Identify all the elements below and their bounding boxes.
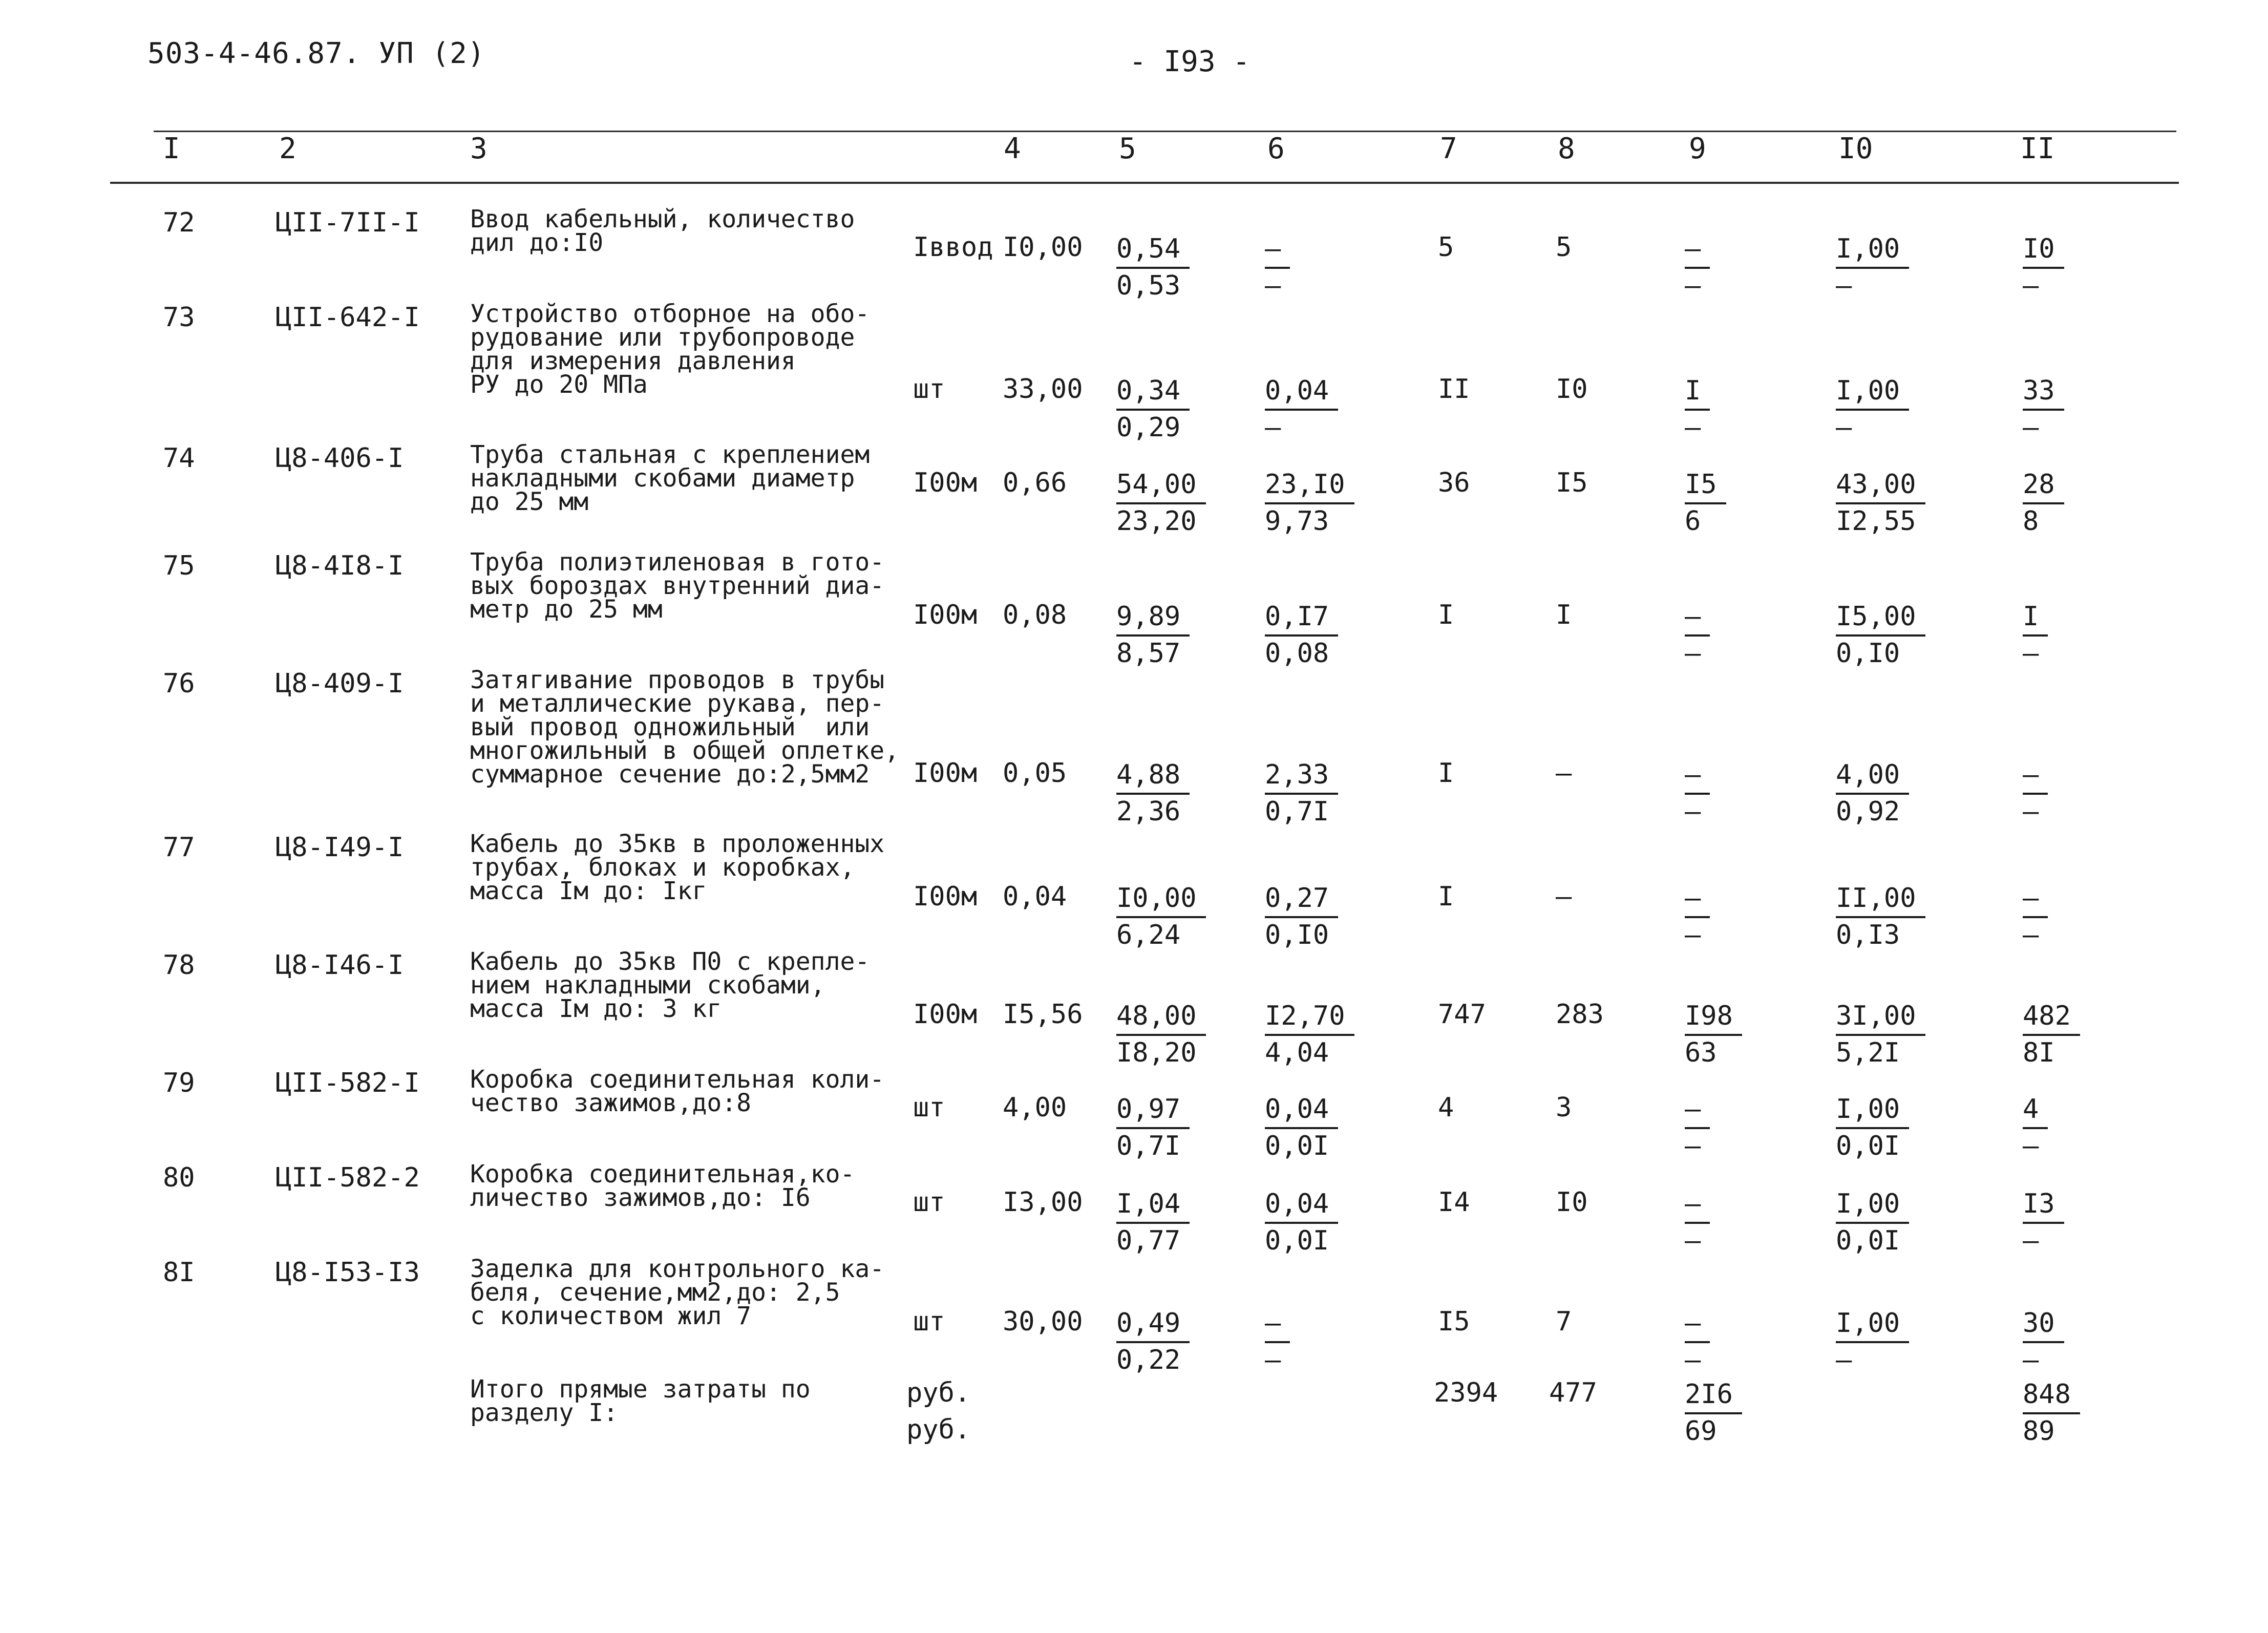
- col11-value-denominator: –: [2023, 796, 2039, 827]
- unit: I00м: [913, 758, 978, 789]
- col10-value-numerator: I,00: [1836, 1092, 1909, 1129]
- unit: Iввод: [913, 232, 993, 263]
- col6-value: [1265, 758, 1338, 829]
- price-code: Ц8-I53-I3: [275, 1257, 420, 1288]
- col6-value-numerator: 0,04: [1265, 1187, 1338, 1224]
- price-code: Ц8-I49-I: [275, 832, 404, 863]
- col9-value-numerator: –: [1685, 1092, 1710, 1129]
- column-header-7: 7: [1440, 132, 1457, 165]
- col9-value-numerator: I98: [1685, 999, 1742, 1036]
- column-header-11: II: [2020, 132, 2055, 165]
- col7-value: 747: [1438, 999, 1486, 1030]
- total-col11-numerator: 848: [2023, 1377, 2080, 1414]
- quantity: 33,00: [1003, 374, 1083, 405]
- col10-value-numerator: I,00: [1836, 232, 1909, 269]
- col5-value-numerator: 9,89: [1116, 600, 1190, 637]
- col10-value-numerator: I5,00: [1836, 600, 1925, 637]
- col11-value-numerator: 30: [2023, 1306, 2064, 1343]
- col5-value: [1116, 881, 1206, 952]
- col6-value-numerator: 0,04: [1265, 1092, 1338, 1129]
- col11-value: [2023, 374, 2064, 444]
- col6-value-numerator: 23,I0: [1265, 468, 1354, 504]
- work-description: Труба полиэтиленовая в гото- вых бороздах внутренний диа- метр до 25 мм: [470, 548, 885, 624]
- col9-value-numerator: –: [1685, 1306, 1710, 1343]
- col5-value-denominator: I8,20: [1116, 1037, 1197, 1068]
- work-description: Кабель до 35кв П0 с крепле- нием накладными скобами, масса Iм до: 3 кг: [470, 947, 870, 1023]
- col10-value: [1836, 600, 1925, 670]
- col5-value-numerator: 0,34: [1116, 374, 1190, 411]
- column-header-9: 9: [1689, 132, 1706, 165]
- col5-value: [1116, 999, 1206, 1070]
- column-header-3: 3: [470, 132, 487, 165]
- quantity: I0,00: [1003, 232, 1083, 263]
- col8-value: I0: [1556, 374, 1588, 405]
- col5-value-denominator: 0,53: [1116, 270, 1181, 301]
- unit: I00м: [913, 468, 978, 498]
- col6-value-numerator: 2,33: [1265, 758, 1338, 795]
- col5-value: [1116, 468, 1206, 538]
- total-col8: 477: [1549, 1377, 1597, 1408]
- col5-value-denominator: 0,29: [1116, 412, 1181, 443]
- price-code: ЦII-642-I: [275, 302, 420, 333]
- col6-value: [1265, 374, 1338, 444]
- col6-value: [1265, 232, 1290, 303]
- column-header-4: 4: [1004, 132, 1021, 165]
- col6-value-numerator: 0,04: [1265, 374, 1338, 411]
- row-number: 8I: [163, 1257, 195, 1288]
- unit: I00м: [913, 881, 978, 912]
- col7-value: I: [1438, 758, 1454, 789]
- col9-value: [1685, 1187, 1710, 1258]
- col6-value: [1265, 881, 1338, 952]
- row-number: 80: [163, 1162, 195, 1193]
- col5-value-denominator: 23,20: [1116, 506, 1197, 537]
- col7-value: I4: [1438, 1187, 1470, 1218]
- col7-value: II: [1438, 374, 1470, 405]
- total-label: Итого прямые затраты по разделу I:: [470, 1375, 811, 1427]
- price-code: ЦII-582-I: [275, 1068, 420, 1098]
- col11-value: [2023, 468, 2064, 538]
- total-col9-denominator: 69: [1685, 1416, 1717, 1447]
- col10-value-numerator: 3I,00: [1836, 999, 1925, 1036]
- col5-value-denominator: 0,7I: [1116, 1131, 1181, 1161]
- col8-value: I5: [1556, 468, 1588, 498]
- col9-value-denominator: –: [1685, 1225, 1701, 1256]
- col11-value-numerator: 482: [2023, 999, 2080, 1036]
- col6-value: [1265, 600, 1338, 670]
- row-number: 78: [163, 950, 195, 981]
- col5-value-numerator: 54,00: [1116, 468, 1206, 504]
- col11-value-denominator: –: [2023, 920, 2039, 950]
- col9-value-denominator: –: [1685, 412, 1701, 443]
- quantity: 30,00: [1003, 1306, 1083, 1337]
- col7-value: 5: [1438, 232, 1454, 263]
- total-col7: 2394: [1434, 1377, 1498, 1408]
- unit: шт: [913, 1092, 945, 1123]
- col10-value-numerator: I,00: [1836, 374, 1909, 411]
- col8-value: –: [1556, 881, 1572, 912]
- unit: I00м: [913, 600, 978, 630]
- col11-value: [2023, 1306, 2064, 1377]
- col9-value-numerator: –: [1685, 881, 1710, 918]
- col6-value-denominator: 0,I0: [1265, 920, 1329, 950]
- total-unit-1: руб.: [906, 1377, 971, 1408]
- total-col11: [2023, 1377, 2080, 1448]
- col11-value: [2023, 1187, 2064, 1258]
- row-number: 75: [163, 550, 195, 581]
- col10-value: [1836, 758, 1909, 829]
- col7-value: 36: [1438, 468, 1470, 498]
- col6-value-denominator: 9,73: [1265, 506, 1329, 537]
- col11-value-denominator: –: [2023, 1345, 2039, 1375]
- col7-value: I: [1438, 881, 1454, 912]
- price-code: ЦII-582-2: [275, 1162, 420, 1193]
- quantity: 0,66: [1003, 468, 1067, 498]
- col10-value: [1836, 374, 1909, 444]
- col11-value-denominator: 8: [2023, 506, 2039, 537]
- col6-value-denominator: –: [1265, 412, 1281, 443]
- col11-value: [2023, 1092, 2048, 1163]
- col7-value: 4: [1438, 1092, 1454, 1123]
- col5-value-numerator: 48,00: [1116, 999, 1206, 1036]
- col11-value-denominator: –: [2023, 270, 2039, 301]
- col11-value-numerator: I: [2023, 600, 2048, 637]
- col9-value: [1685, 600, 1710, 670]
- col10-value-numerator: I,00: [1836, 1187, 1909, 1224]
- column-header-10: I0: [1838, 132, 1873, 165]
- col7-value: I: [1438, 600, 1454, 630]
- doc-code: 503-4-46.87. УП (2): [147, 37, 485, 70]
- col10-value: [1836, 232, 1909, 303]
- col11-value-numerator: I3: [2023, 1187, 2064, 1224]
- col6-value-numerator: 0,I7: [1265, 600, 1338, 637]
- total-col9-numerator: 2I6: [1685, 1377, 1742, 1414]
- price-code: Ц8-409-I: [275, 668, 404, 699]
- column-header-8: 8: [1558, 132, 1575, 165]
- col6-value-numerator: –: [1265, 232, 1290, 269]
- row-number: 79: [163, 1068, 195, 1098]
- col11-value-denominator: –: [2023, 1131, 2039, 1161]
- row-number: 72: [163, 207, 195, 238]
- price-code: Ц8-406-I: [275, 443, 404, 474]
- col6-value-denominator: 0,0I: [1265, 1225, 1329, 1256]
- work-description: Кабель до 35кв в проложенных трубах, блоках и коробках, масса Iм до: Iкг: [470, 830, 885, 905]
- col8-value: –: [1556, 758, 1572, 789]
- col10-value: [1836, 999, 1925, 1070]
- col6-value-numerator: I2,70: [1265, 999, 1354, 1036]
- col9-value: [1685, 232, 1710, 303]
- unit: шт: [913, 1187, 945, 1218]
- row-number: 74: [163, 443, 195, 474]
- row-number: 76: [163, 668, 195, 699]
- col6-value-denominator: 0,7I: [1265, 796, 1329, 827]
- quantity: 0,04: [1003, 881, 1067, 912]
- col9-value: [1685, 881, 1710, 952]
- unit: I00м: [913, 999, 978, 1030]
- col8-value: 3: [1556, 1092, 1572, 1123]
- col5-value-denominator: 6,24: [1116, 920, 1181, 950]
- col9-value-denominator: –: [1685, 638, 1701, 669]
- col11-value: [2023, 758, 2048, 829]
- col9-value-denominator: 63: [1685, 1037, 1717, 1068]
- col6-value: [1265, 999, 1354, 1070]
- col6-value: [1265, 1092, 1338, 1163]
- price-code: Ц8-I46-I: [275, 950, 404, 981]
- row-number: 73: [163, 302, 195, 333]
- col9-value-denominator: –: [1685, 1131, 1701, 1161]
- col11-value-numerator: –: [2023, 758, 2048, 795]
- col9-value: [1685, 1092, 1710, 1163]
- col10-value: [1836, 881, 1925, 952]
- col9-value-numerator: –: [1685, 758, 1710, 795]
- work-description: Труба стальная с креплением накладными скобами диаметр до 25 мм: [470, 440, 870, 516]
- total-col9: [1685, 1377, 1742, 1448]
- work-description: Ввод кабельный, количество дил до:I0: [470, 205, 855, 257]
- col8-value: 283: [1556, 999, 1604, 1030]
- col5-value-numerator: 4,88: [1116, 758, 1190, 795]
- col6-value-numerator: 0,27: [1265, 881, 1338, 918]
- unit: шт: [913, 374, 945, 405]
- col5-value: [1116, 374, 1190, 444]
- col10-value-denominator: 0,I0: [1836, 638, 1900, 669]
- col11-value-numerator: 33: [2023, 374, 2064, 411]
- col10-value-numerator: 4,00: [1836, 758, 1909, 795]
- col9-value-denominator: –: [1685, 270, 1701, 301]
- col5-value-numerator: 0,54: [1116, 232, 1190, 269]
- col10-value: [1836, 1092, 1909, 1163]
- quantity: 0,08: [1003, 600, 1067, 630]
- column-header: [0, 132, 2268, 173]
- col9-value-numerator: I: [1685, 374, 1710, 411]
- col9-value-numerator: –: [1685, 1187, 1710, 1224]
- col9-value: [1685, 1306, 1710, 1377]
- col6-value-denominator: –: [1265, 270, 1281, 301]
- column-header-6: 6: [1267, 132, 1285, 165]
- col9-value-numerator: I5: [1685, 468, 1726, 504]
- col5-value: [1116, 758, 1190, 829]
- col11-value-denominator: –: [2023, 1225, 2039, 1256]
- col10-value-denominator: –: [1836, 412, 1852, 443]
- col5-value-denominator: 8,57: [1116, 638, 1181, 669]
- col8-value: 5: [1556, 232, 1572, 263]
- col9-value-numerator: –: [1685, 232, 1710, 269]
- col10-value-denominator: I2,55: [1836, 506, 1916, 537]
- col9-value: [1685, 999, 1742, 1070]
- col10-value-denominator: –: [1836, 270, 1852, 301]
- col11-value-denominator: –: [2023, 638, 2039, 669]
- quantity: 0,05: [1003, 758, 1067, 789]
- col6-value-denominator: 0,0I: [1265, 1131, 1329, 1161]
- col11-value-numerator: –: [2023, 881, 2048, 918]
- column-header-2: 2: [279, 132, 296, 165]
- col11-value: [2023, 999, 2080, 1070]
- total-unit-2: руб.: [906, 1414, 971, 1445]
- col5-value-denominator: 2,36: [1116, 796, 1181, 827]
- col10-value-denominator: 0,92: [1836, 796, 1900, 827]
- col6-value-denominator: –: [1265, 1345, 1281, 1375]
- col11-value-numerator: 4: [2023, 1092, 2048, 1129]
- col9-value-denominator: –: [1685, 920, 1701, 950]
- col9-value: [1685, 758, 1710, 829]
- work-description: Затягивание проводов в трубы и металлические рукава, пер- вый провод одножильный или многожильный в общей оплетке, суммарное сечение до:2,5мм2: [470, 666, 900, 789]
- price-code: Ц8-4I8-I: [275, 550, 404, 581]
- col5-value-denominator: 0,22: [1116, 1345, 1181, 1375]
- col10-value-numerator: II,00: [1836, 881, 1925, 918]
- col7-value: I5: [1438, 1306, 1470, 1337]
- col11-value-numerator: 28: [2023, 468, 2064, 504]
- col5-value: [1116, 600, 1190, 670]
- col5-value-denominator: 0,77: [1116, 1225, 1181, 1256]
- col6-value-denominator: 4,04: [1265, 1037, 1329, 1068]
- col10-value-denominator: –: [1836, 1345, 1852, 1375]
- col9-value: [1685, 468, 1726, 538]
- col10-value-denominator: 0,I3: [1836, 920, 1900, 950]
- total-col11-denominator: 89: [2023, 1416, 2055, 1447]
- col9-value: [1685, 374, 1710, 444]
- price-code: ЦII-7II-I: [275, 207, 420, 238]
- col10-value-denominator: 0,0I: [1836, 1225, 1900, 1256]
- col11-value: [2023, 881, 2048, 952]
- work-description: Устройство отборное на обо- рудование или трубопроводе для измерения давления РУ до 20 МПа: [470, 300, 870, 399]
- col11-value-denominator: 8I: [2023, 1037, 2055, 1068]
- col5-value: [1116, 232, 1190, 303]
- col5-value: [1116, 1306, 1190, 1377]
- col6-value-numerator: –: [1265, 1306, 1290, 1343]
- col11-value-denominator: –: [2023, 412, 2039, 443]
- col5-value-numerator: I0,00: [1116, 881, 1206, 918]
- quantity: I3,00: [1003, 1187, 1083, 1218]
- col6-value: [1265, 1306, 1290, 1377]
- work-description: Коробка соединительная,ко- личество зажимов,до: I6: [470, 1160, 855, 1212]
- col11-value: [2023, 600, 2048, 670]
- col10-value-numerator: I,00: [1836, 1306, 1909, 1343]
- col10-value-numerator: 43,00: [1836, 468, 1925, 504]
- col8-value: I0: [1556, 1187, 1588, 1218]
- col10-value: [1836, 1187, 1909, 1258]
- col10-value-denominator: 0,0I: [1836, 1131, 1900, 1161]
- col5-value-numerator: 0,49: [1116, 1306, 1190, 1343]
- row-number: 77: [163, 832, 195, 863]
- col9-value-denominator: 6: [1685, 506, 1701, 537]
- column-header-1: I: [163, 132, 180, 165]
- col9-value-denominator: –: [1685, 796, 1701, 827]
- col8-value: 7: [1556, 1306, 1572, 1337]
- quantity: 4,00: [1003, 1092, 1067, 1123]
- col6-value: [1265, 468, 1354, 538]
- col10-value-denominator: 5,2I: [1836, 1037, 1900, 1068]
- page-number: - I93 -: [1129, 45, 1250, 78]
- column-header-5: 5: [1119, 132, 1136, 165]
- quantity: I5,56: [1003, 999, 1083, 1030]
- work-description: Коробка соединительная коли- чество зажимов,до:8: [470, 1065, 885, 1117]
- col5-value-numerator: 0,97: [1116, 1092, 1190, 1129]
- col9-value-numerator: –: [1685, 600, 1710, 637]
- col5-value-numerator: I,04: [1116, 1187, 1190, 1224]
- col10-value: [1836, 468, 1925, 538]
- work-description: Заделка для контрольного ка- беля, сечение,мм2,до: 2,5 с количеством жил 7: [470, 1255, 885, 1330]
- col5-value: [1116, 1092, 1190, 1163]
- col11-value-numerator: I0: [2023, 232, 2064, 269]
- header-rule: [110, 182, 2179, 184]
- unit: шт: [913, 1306, 945, 1337]
- col5-value: [1116, 1187, 1190, 1258]
- col6-value: [1265, 1187, 1338, 1258]
- col6-value-denominator: 0,08: [1265, 638, 1329, 669]
- col9-value-denominator: –: [1685, 1345, 1701, 1375]
- col8-value: I: [1556, 600, 1572, 630]
- col11-value: [2023, 232, 2064, 303]
- col10-value: [1836, 1306, 1909, 1377]
